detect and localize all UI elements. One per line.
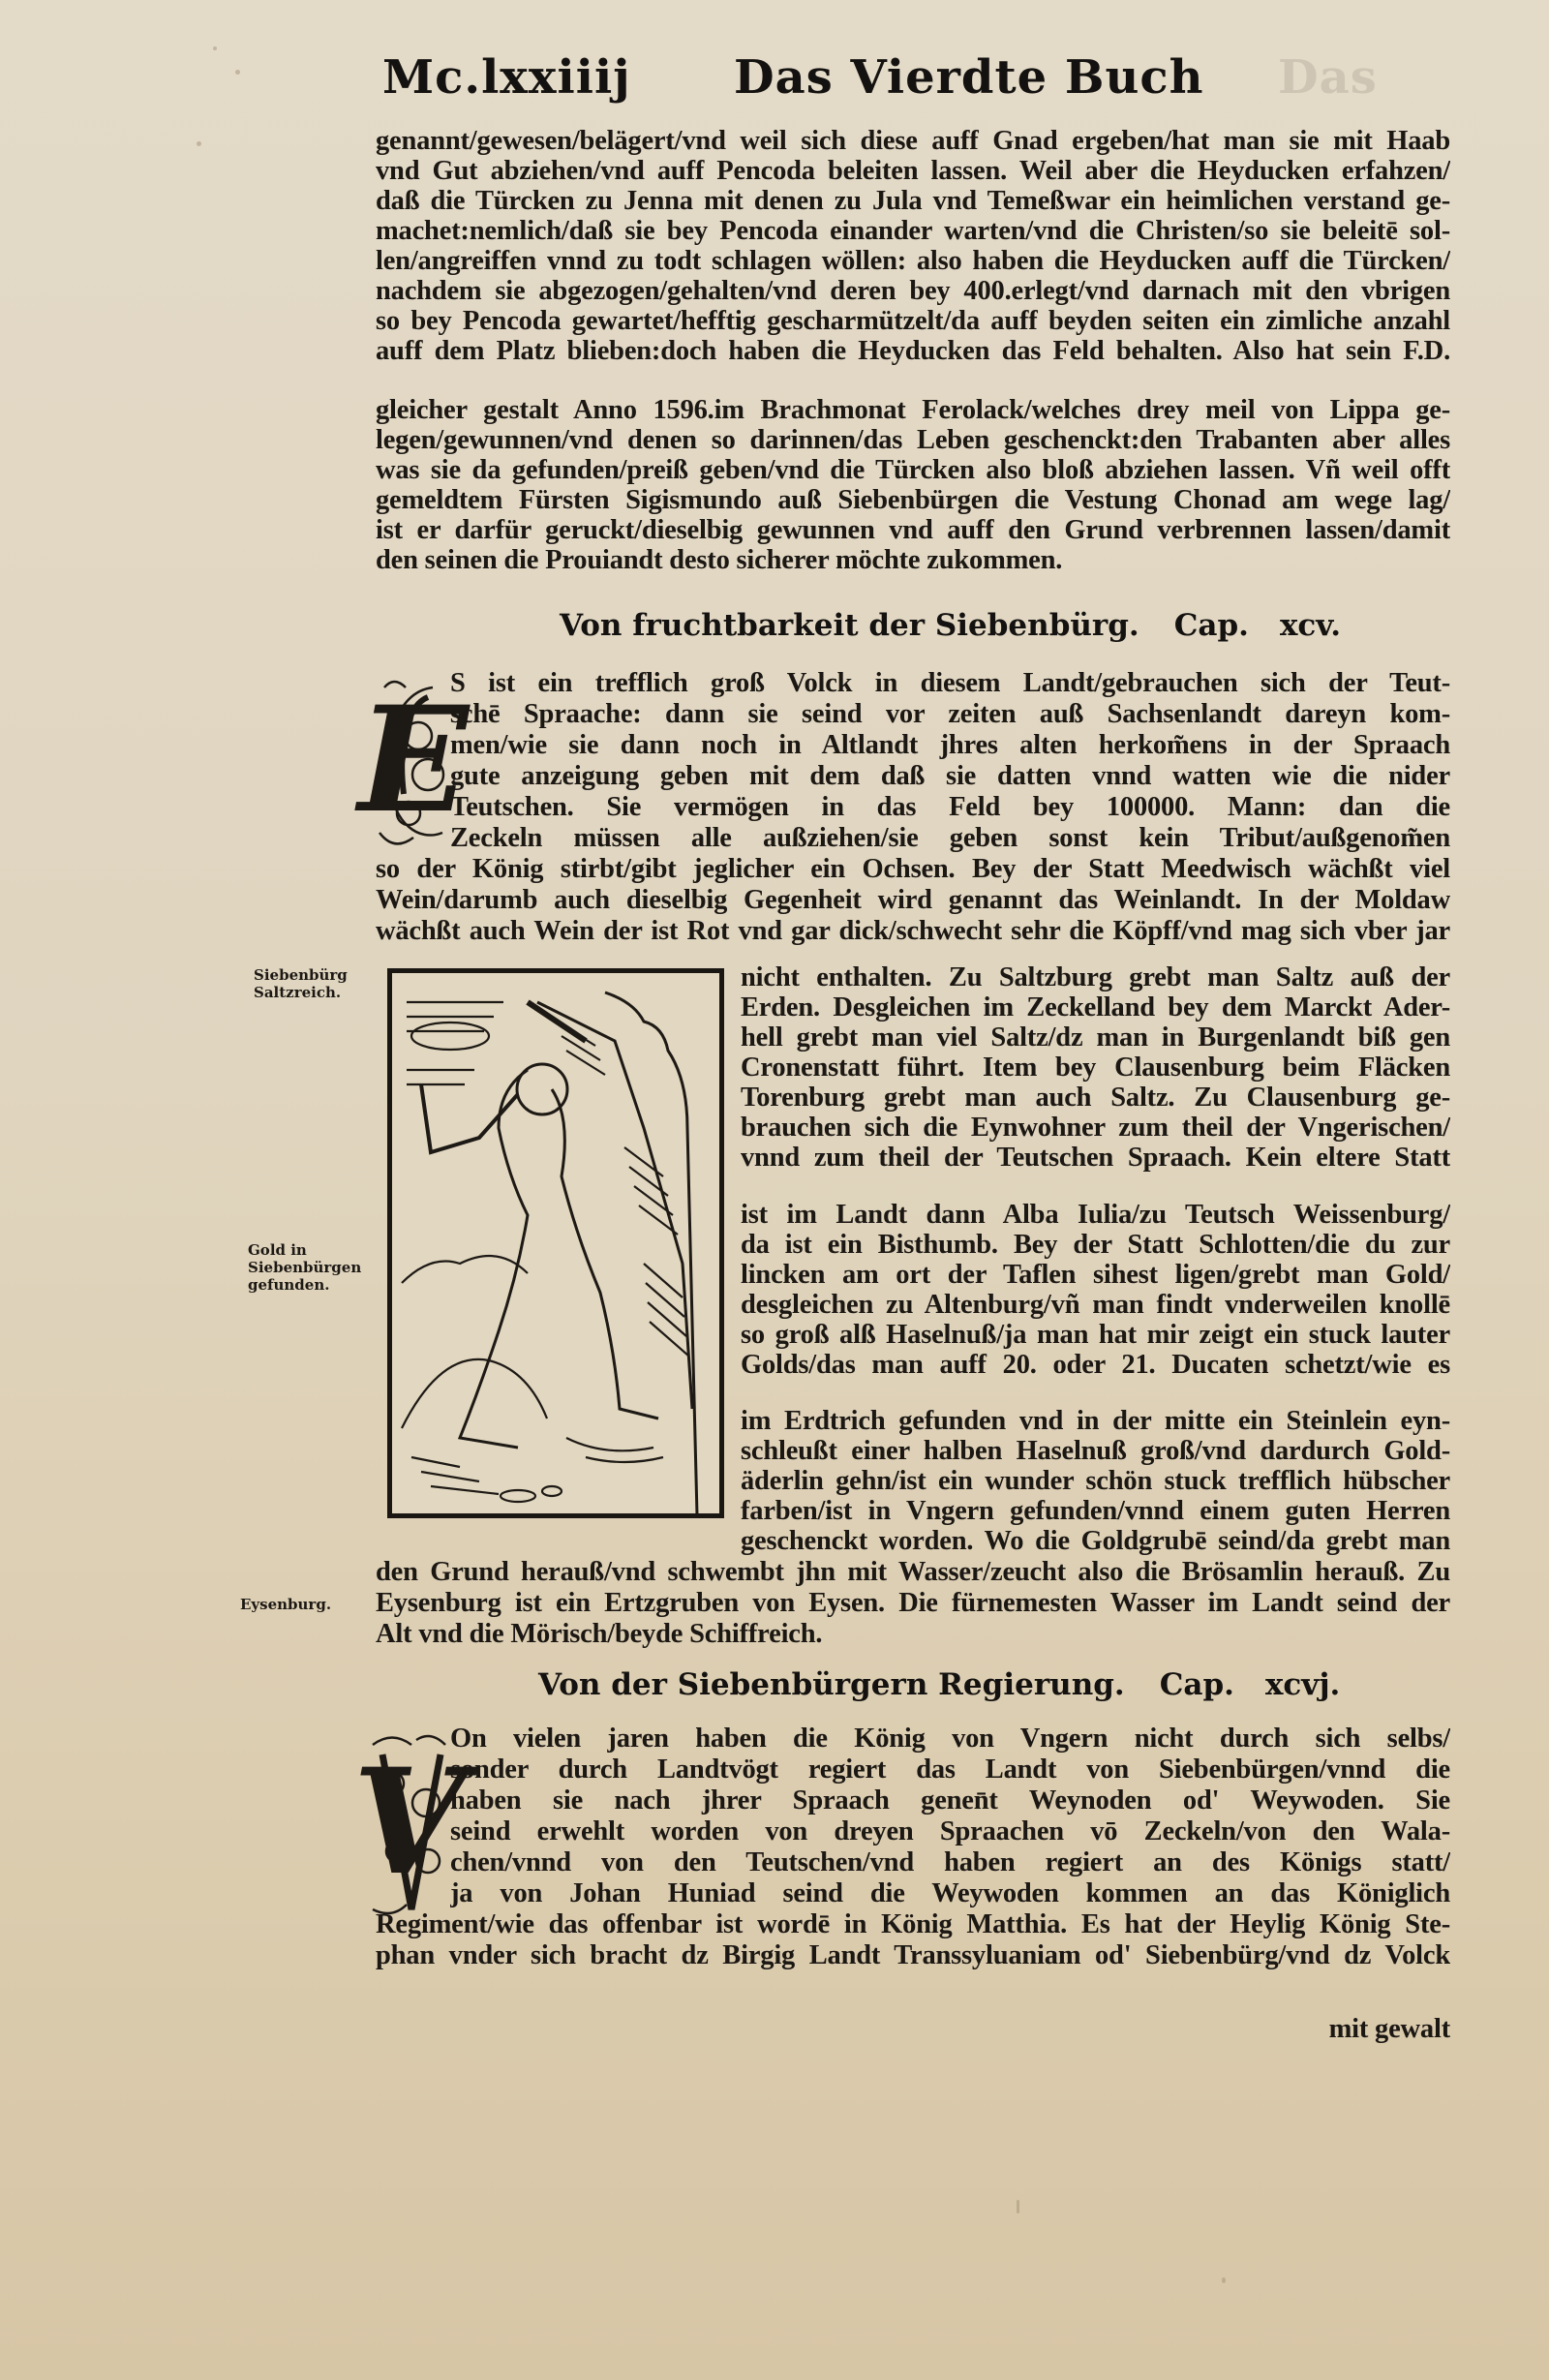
text-line: Eysenburg ist ein Ertzgruben von Eysen. Die fürnemesten Wasser im Landt seind der [376,1588,1450,1618]
chapter-title: Von fruchtbarkeit der Siebenbürg. [560,608,1139,643]
margin-note-saltzreich: Siebenbürg Saltzreich. [254,966,348,1001]
text-line: so bey Pencoda gewartet/hefftig gescharmützelt/da auff beyden seiten ein zimliche anzahl [376,306,1450,336]
text-line: brauchen sich die Eynwohner zum theil der Vngerischen/ [741,1113,1450,1143]
text-line: gemeldtem Fürsten Sigismundo auß Siebenbürgen die Vestung Chonad am wege lag/ [376,485,1450,515]
text-line: men/wie sie dann noch in Altlandt jhres alten herkom̃ens in der Spraach [450,730,1450,760]
decorated-initial-e [357,666,470,854]
text-line: farben/ist in Vngern gefunden/vnnd einem guten Herren [741,1496,1450,1526]
text-line: chen/vnnd von den Teutschen/vnd haben regiert an des Königs statt/ [450,1847,1450,1877]
text-line: Wein/darumb auch dieselbig Gegenheit wird genannt das Weinlandt. In der Moldaw [376,885,1450,915]
text-line: Erden. Desgleichen im Zeckelland bey dem Marckt Ader- [741,992,1450,1022]
text-line: machet:nemlich/daß sie bey Pencoda einander warten/vnd die Christen/so sie beleitē sol- [376,216,1450,246]
text-line: ja von Johan Huniad seind die Weywoden kommen an das Königlich [450,1878,1450,1908]
text-line: len/angreiffen vnnd zu todt schlagen wöllen: also haben die Heyducken auff die Türcken/ [376,246,1450,276]
decorated-initial-v [352,1724,466,1921]
text-line: nachdem sie abgezogen/gehalten/vnd deren bey 400.erlegt/vnd darnach mit den vbrigen [376,276,1450,306]
text-line: da ist ein Bisthumb. Bey der Statt Schlotten/die du zur [741,1230,1450,1260]
text-line: Teutschen. Sie vermögen in das Feld bey 100000. Mann: dan die [450,792,1450,822]
text-line: vnd Gut abziehen/vnd auff Pencoda beleiten lassen. Weil aber die Heyducken erfahzen/ [376,156,1450,186]
text-line: nicht enthalten. Zu Saltzburg grebt man Saltz auß der [741,962,1450,992]
text-line: äderlin gehn/ist ein wunder schön stuck trefflich hübscher [741,1466,1450,1496]
text-line: vnnd zum theil der Teutschen Spraach. Kein eltere Statt [741,1143,1450,1173]
chapter-cap-label: Cap. [1173,608,1249,643]
text-line: phan vnder sich bracht dz Birgig Landt Transsyluaniam od' Siebenbürg/vnd dz Volck [376,1940,1450,1970]
book-title: Das Vierdte Buch [734,50,1204,105]
text-line: so groß alß Haselnuß/ja man hat mir zeigt ein stuck lauter [741,1320,1450,1350]
text-line: den Grund herauß/vnd schwembt jhn mit Wasser/zeucht also die Brösamlin herauß. Zu [376,1557,1450,1587]
text-line: gute anzeigung geben mit dem daß sie datten vnnd watten wie die nider [450,761,1450,791]
initial-letter: V [352,1737,466,1907]
miner-woodcut-icon [392,973,719,1513]
text-line: Alt vnd die Mörisch/beyde Schiffreich. [376,1619,823,1649]
chapter-heading [560,608,1341,643]
text-line: hell grebt man viel Saltz/dz man in Burgenlandt biß gen [741,1022,1450,1053]
text-line: ist im Landt dann Alba Iulia/zu Teutsch Weissenburg/ [741,1200,1450,1230]
chapter-heading [538,1667,1340,1702]
chapter-cap-label: Cap. [1159,1667,1234,1702]
text-line: schē Spraache: dann sie seind vor zeiten auß Sachsenlandt dareyn kom- [450,699,1450,729]
text-line: ist er darfür geruckt/dieselbig gewunnen vnd auff den Grund verbrennen lassen/damit [376,515,1450,545]
text-line: desgleichen zu Altenburg/vñ man findt vnderweilen knollē [741,1290,1450,1320]
text-line: so der König stirbt/gibt jeglicher ein Ochsen. Bey der Statt Meedwisch wächßt viel [376,854,1450,884]
text-line: genannt/gewesen/belägert/vnd weil sich diese auff Gnad ergeben/hat man sie mit Haab [376,126,1450,156]
text-line: den seinen die Prouiandt desto sicherer möchte zukommen. [376,545,1063,575]
text-line: lincken am ort der Taflen sihest ligen/grebt man Gold/ [741,1260,1450,1290]
paper-speck [197,141,201,146]
chapter-number: xcv. [1279,608,1341,643]
woodcut-miner-illustration [387,968,724,1518]
chapter-title: Von der Siebenbürgern Regierung. [538,1667,1125,1702]
folio-number: Mc.lxxiiij [382,50,631,105]
text-line: On vielen jaren haben die König von Vngern nicht durch sich selbs/ [450,1724,1450,1754]
paper-speck [213,46,217,50]
text-line: sonder durch Landtvögt regiert das Landt von Siebenbürgen/vnnd die [450,1754,1450,1785]
text-line: wächßt auch Wein der ist Rot vnd gar dick/schwecht sehr die Köpff/vnd mag sich vber jar [376,916,1450,946]
initial-letter: E [357,675,470,845]
text-line: Cronenstatt führt. Item bey Clausenburg beim Fläcken [741,1053,1450,1083]
text-line: was sie da gefunden/preiß geben/vnd die Türcken also bloß abziehen lassen. Vñ weil offt [376,455,1450,485]
show-through-text: Das [1278,50,1378,105]
text-line: Regiment/wie das offenbar ist wordē in König Matthia. Es hat der Heylig König Ste- [376,1909,1450,1939]
text-line: Zeckeln müssen alle außziehen/sie geben sonst kein Tribut/außgenom̃en [450,823,1450,853]
text-line: im Erdtrich gefunden vnd in der mitte ein Steinlein eyn- [741,1406,1450,1436]
text-line: gleicher gestalt Anno 1596.im Brachmonat Ferolack/welches drey meil von Lippa ge- [376,395,1450,425]
margin-note-gold: Gold in Siebenbürgen gefunden. [248,1241,362,1294]
catchword: mit gewalt [1328,2014,1450,2044]
margin-note-eysenburg: Eysenburg. [240,1596,332,1613]
paper-speck [235,70,240,75]
paper-speck [1017,2200,1019,2213]
paper-speck [1222,2277,1226,2283]
text-line: auff dem Platz blieben:doch haben die Heyducken das Feld behalten. Also hat sein F.D. [376,336,1450,366]
chapter-number: xcvj. [1264,1667,1341,1702]
text-line: haben sie nach jhrer Spraach genen̄t Weynoden od' Weywoden. Sie [450,1785,1450,1816]
text-line: Torenburg grebt man auch Saltz. Zu Clausenburg ge- [741,1083,1450,1113]
text-line: schleußt einer halben Haselnuß groß/vnd dardurch Gold- [741,1436,1450,1466]
text-line: daß die Türcken zu Jenna mit denen zu Jula vnd Temeßwar ein heimlichen verstand ge- [376,186,1450,216]
text-line: legen/gewunnen/vnd denen so darinnen/das Leben geschenckt:den Trabanten aber alles [376,425,1450,455]
text-line: Golds/das man auff 20. oder 21. Ducaten schetzt/wie es [741,1350,1450,1380]
text-line: geschenckt worden. Wo die Goldgrubē seind/da grebt man [741,1526,1450,1556]
text-line: S ist ein trefflich groß Volck in diesem Landt/gebrauchen sich der Teut- [450,668,1450,698]
text-line: seind erwehlt worden von dreyen Spraachen vō Zeckeln/von den Wala- [450,1816,1450,1846]
